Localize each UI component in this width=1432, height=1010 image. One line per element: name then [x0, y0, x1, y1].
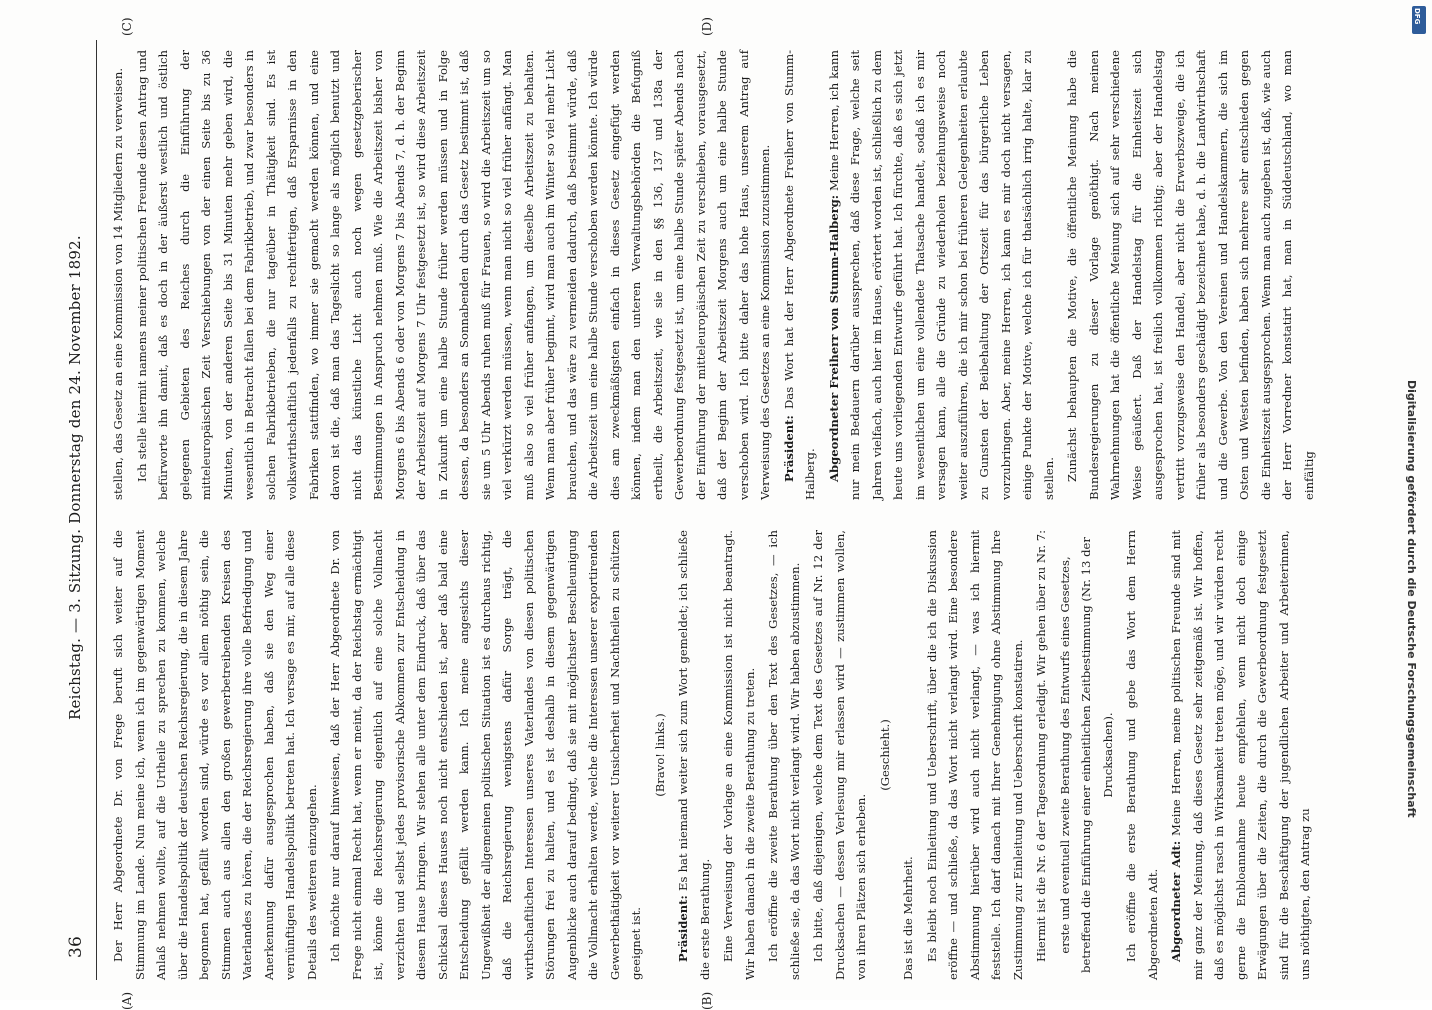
paragraph: Eine Verweisung der Vorlage an eine Kommission ist nicht beantragt. Wir haben danach in die zweite Berathung zu treten. [721, 530, 757, 980]
speech-text: Meine Herren, meine politischen Freunde sind mit mir ganz der Meinung, daß dieses Gesetz sehr zeitgemäß ist. Wir hoffen, daß es möglichst rasch in Wirksamkeit treten möge, und wir würden recht gerne die Enbloannahme heute empfehlen, wenn nicht doch einige Erwägungen über die Zeiten, die durch die Gewerbeordnung festgesetzt sind für die Beschäftigung der jugendlichen Arbeiter und Arbeiterinnen, uns nöthigten, den Antrag zu [1169, 530, 1312, 980]
speech-text: Meine Herren, ich kann nur mein Bedauern darüber aussprechen, daß diese Frage, welche seit Jahren vielfach, auch hier im Hause, erörtert worden ist, schließlich zu dem heute uns vorliegenden Entwurfe geführt hat. Ich fürchte, daß es sich jetzt im wesentlichen um eine vollendete Thatsache handelt, sodaß ich es mir versagen kann, alle die Gründe zu wiederholen beziehungsweise noch weiter auszuführen, die ich mir schon bei früheren Gelegenheiten erlaubte zu Gunsten der Beibehaltung der Ortszeit für das bürgerliche Leben vorzubringen. Aber, meine Herren, ich kann es mir doch nicht versagen, einige Punkte der Motive, welche ich für thatsächlich irrig halte, klar zu stellen. [826, 50, 1056, 500]
paragraph [673, 530, 716, 980]
paragraph [1166, 530, 1317, 980]
paragraph: Ich stelle hiermit namens meiner politischen Freunde diesen Antrag und befürworte ihn damit, daß es doch in der äußerst westlich und östlich gelegenen Gebieten des Reiches durch die Einführung der mitteleuropäischen Zeit Verschiebungen von der einen Seite bis zu 36 Minuten, von der anderen Seite bis 31 Minuten mehr geben wird, die wesentlich in Betracht fallen bei dem Fabrikbetrieb, und zwar besonders in solchen Fabrikbetrieben, die nur tageüber in Thätigkeit sind. Es ist volkswirthschaftlich jedenfalls zu rechtfertigen, daß Ersparnisse in den Fabriken stattfinden, wo immer sie gemacht werden können, und eine davon ist die, daß man das Tageslicht so lange als möglich benutzt und nicht das künstliche Licht auch noch wegen gesetzgeberischer Bestimmungen in Anspruch nehmen muß. Wie die Arbeitszeit bisher von Morgens 6 bis Abends 6 oder von Morgens 7 bis Abends 7, d. h. der Beginn der Arbeitszeit auf Morgens 7 Uhr festgesetzt ist, so wird diese Arbeitszeit in Zukunft um eine halbe Stunde früher werden müssen und in Folge dessen, da besonders an Sonnabenden durch das Gesetz bestimmt ist, daß sie um 5 Uhr Abends ruhen muß für Frauen, so wird die Arbeitszeit um so viel verkürzt werden müssen, wenn man nicht so viel früher anfängt. Man muß also so viel früher anfangen, um dieselbe Arbeitszeit zu behalten. Wenn man aber früher beginnt, wird man auch im Winter so viel mehr Licht brauchen, und das wäre zu vermeiden dadurch, daß bestimmt würde, daß die Arbeitszeit um eine halbe Stunde verschoben werden könnte. Ich würde dies am zweckmäßigsten einfach in dieses Gesetz eingefügt werden können, indem man den unteren Verwaltungsbehörden die Befugniß ertheilt, die Arbeitszeit, wie sie in den §§ 136, 137 und 138a der Gewerbeordnung festgesetzt ist, um eine halbe Stunde später Abends nach der Einführung der mitteleuropäischen Zeit zu verschieben, vorausgesetzt, daß der Beginn der Arbeitszeit Morgens auch um eine halbe Stunde verschoben wird. Ich bitte daher das hohe Haus, unserem Antrag auf Verweisung des Gesetzes an eine Kommission zuzustimmen. [134, 50, 772, 500]
paragraph [779, 50, 822, 500]
paragraph: Das ist die Mehrheit. [901, 856, 915, 980]
speaker-name: Präsident: [676, 895, 690, 962]
right-text-column [108, 50, 1316, 500]
paragraph: Es bleibt noch Einleitung und Ueberschrift, über die ich die Diskussion eröffne — und schließe, da das Wort nicht verlangt wird. Eine besondere Abstimmung hierüber wird auch nicht verlangt, — was ich hiermit feststelle. Ich darf danach mit Ihrer Genehmigung ohne Abstimmung Ihre Zustimmung zur Einleitung und Ueberschrift konstatiren. [924, 530, 1025, 980]
dfg-logo [1412, 6, 1426, 34]
speaker-name: Abgeordneter Freiherr von Stumm-Halberg: [826, 194, 841, 482]
margin-mark-b: (B) [700, 991, 714, 1010]
paragraph: stellen, das Gesetz an eine Kommission von 14 Mitgliedern zu verweisen. [111, 67, 125, 500]
paragraph: Zunächst behaupten die Motive, die öffentliche Meinung habe die Bundesregierungen zu dieser Vorlage genöthigt. Nach meinen Wahrnehmungen hat die öffentliche Meinung sich auf sehr verschiedene Weise geäußert. Daß der Handelstag für die Einheitszeit sich ausgesprochen hat, ist freilich vollkommen richtig; aber der Handelstag vertritt vorzugsweise den Handel, aber nicht die Erwerbszweige, die ich früher als besonders geschädigt bezeichnet habe, d. h. die Landwirthschaft und die Gewerbe. Von den Vereinen und Handelskammern, die sich im Osten und Westen befinden, haben sich mehrere sehr entschieden gegen die Einheitszeit ausgesprochen. Wenn man auch zugeben ist, daß, wie auch der Herr Vorredner konstatirt hat, man in Süddeutschland, wo man einfältig [1065, 50, 1316, 500]
left-text-column [108, 530, 1312, 980]
margin-mark-c: (C) [120, 17, 134, 36]
rotated-page-content [60, 17, 1330, 1010]
running-title: Reichstag. — 3. Sitzung. Donnerstag den 24. November 1892. [66, 235, 84, 720]
speech-text: Das Wort hat der Herr Abgeordnete Freiherr von Stumm-Halberg. [781, 50, 817, 500]
speaker-name: Präsident: [781, 415, 796, 482]
paragraph: (Geschieht.) [877, 719, 892, 791]
paragraph: Hiermit ist die Nr. 6 der Tagesordnung erledigt. Wir gehen über zu Nr. 7: [1034, 530, 1048, 962]
header-rule [96, 40, 97, 980]
dfg-logo-text: DFG [1413, 8, 1421, 25]
speaker-name: Abgeordneter Adt: [1169, 840, 1183, 962]
paragraph: Ich eröffne die zweite Berathung über den Text des Gesetzes, — ich schließe sie, da das Wort nicht verlangt wird. Wir haben abzustimmen. [766, 530, 802, 980]
page-header [60, 40, 94, 980]
margin-mark-d: (D) [700, 17, 714, 36]
page-number: 36 [66, 935, 86, 958]
paragraph: erste und eventuell zweite Berathung des Entwurfs eines Gesetzes, betreffend die Einführung einer einheitlichen Zeitbestimmung (Nr. 13 der Drucksachen). [1057, 537, 1115, 973]
speech-text: Es hat niemand weiter sich zum Wort gemeldet; ich schließe die erste Berathung. [676, 530, 712, 980]
paragraph: Ich bitte, daß diejenigen, welche dem Text des Gesetzes auf Nr. 12 der Drucksachen — dessen Verlesung mir erlassen wird — zustimmen wollen, von ihren Plätzen sich erheben. [811, 530, 868, 980]
digitization-note: Digitalisierung gefördert durch die Deutsche Forschungsgemeinschaft [1405, 380, 1418, 818]
paragraph: Der Herr Abgeordnete Dr. von Frege beruft sich weiter auf die Stimmung im Lande. Nun meine ich, wenn ich im gegenwärtigen Moment Anlaß nehmen wollte, auf die Urtheile zu sprechen zu kommen, welche über die Handelspolitik der deutschen Reichsregierung, die in diesem Jahre begonnen hat, gefällt worden sind, würde es vor allem nöthig sein, die Stimmen auch aus allen den großen gewerbetreibenden Kreisen des Vaterlandes zu hören, die der Reichsregierung ihre volle Befriedigung und Anerkennung dafür ausgesprochen haben, daß sie den Weg einer vernünftigen Handelspolitik betreten hat. Ich versage es mir, auf alle diese Details des weiteren einzugehen. [111, 530, 319, 980]
paragraph: Ich möchte nur darauf hinweisen, daß der Herr Abgeordnete Dr. von Frege nicht einmal Recht hat, wenn er meint, da der Reichstag ermächtigt ist, könne die Reichsregierung eigentlich auf eine solche Vollmacht verzichten und selbst jedes provisorische Abkommen zur Entscheidung in diesem Hause bringen. Wir stehen alle unter dem Eindruck, daß über das Schicksal dieses Hauses noch nicht entschieden ist, aber daß bald eine Entscheidung gefällt werden kann. Ich meine angesichts dieser Ungewißheit der allgemeinen politischen Situation ist es durchaus richtig, daß die Reichsregierung wenigstens dafür Sorge trägt, die wirthschaftlichen Interessen unseres Vaterlandes von diesen politischen Störungen frei zu halten, und es ist deshalb in diesem gegenwärtigen Augenblicke auch darauf bedingt, daß sie mit möglichster Beschleunigung die Vollmacht erhalten werde, welche die Interessen unserer exportirenden Gewerbethätigkeit vor weiterer Unsicherheit und Nachtheilen zu schützen geeignet ist. [328, 530, 643, 980]
paragraph [824, 50, 1061, 500]
paragraph: (Bravo! links.) [652, 713, 667, 797]
paragraph: Ich eröffne die erste Berathung und gebe das Wort dem Herrn Abgeordneten Adt. [1124, 530, 1160, 980]
margin-mark-a: (A) [120, 991, 134, 1010]
